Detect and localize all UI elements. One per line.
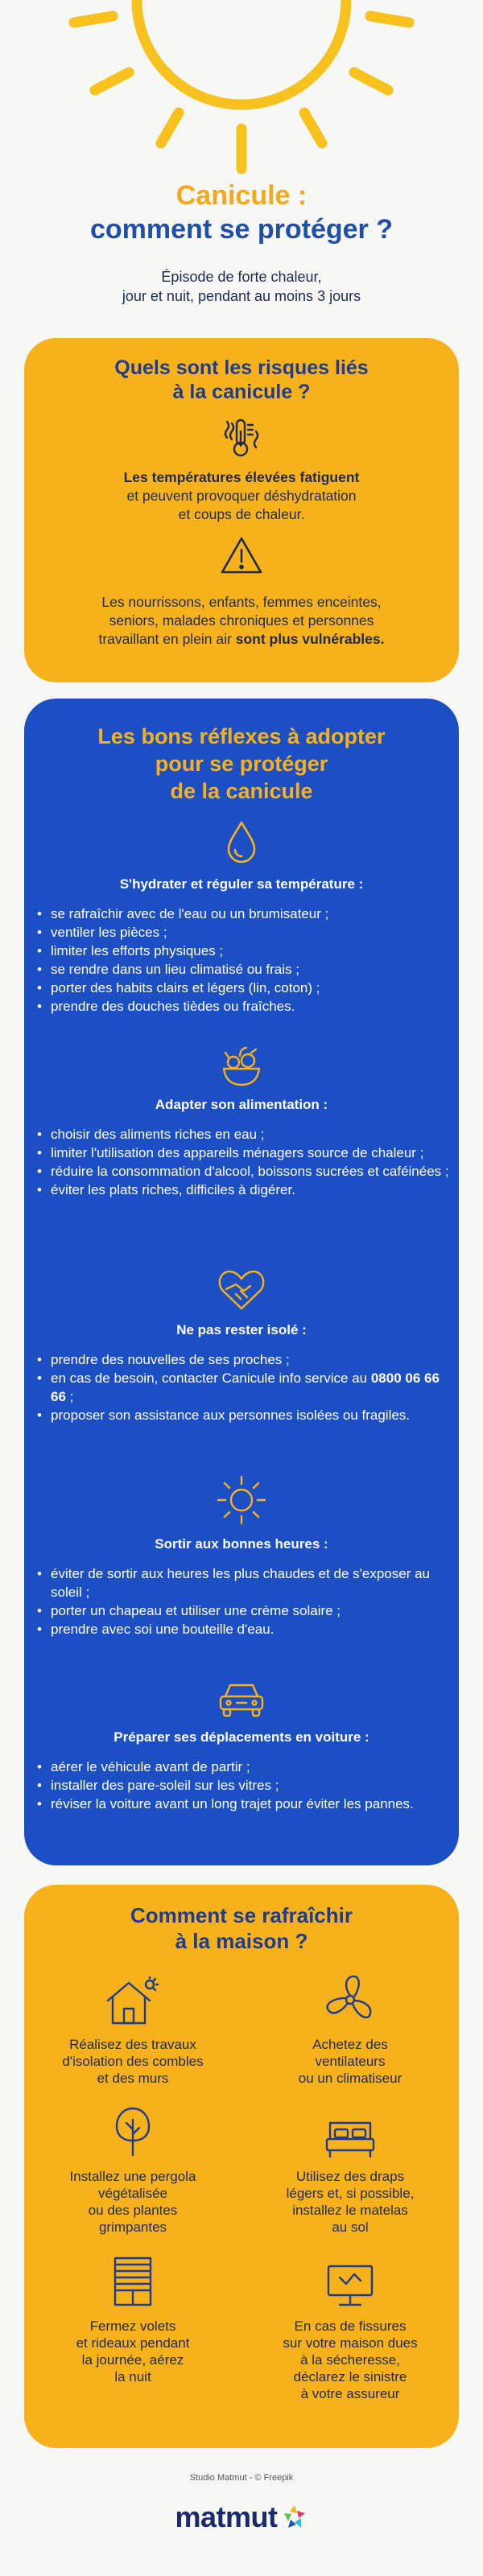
tip-cracks	[250, 2252, 451, 2402]
tip-shutters	[32, 2252, 233, 2385]
tip-line: d'isolation des combles	[62, 2054, 204, 2069]
section-isolation	[24, 1267, 459, 1424]
tip-text	[250, 2318, 451, 2402]
section-hours	[24, 1474, 459, 1638]
list-item-suffix: ;	[65, 1389, 74, 1404]
home-title-line1: Comment se rafraîchir	[130, 1903, 353, 1927]
section-food-title: Adapter son alimentation :	[155, 1097, 328, 1112]
tip-line: grimpantes	[98, 2219, 167, 2235]
car-icon	[24, 1679, 459, 1721]
tip-line: Utilisez des draps	[295, 2169, 405, 2184]
risk-heat-line3: et coups de chaleur.	[178, 506, 305, 522]
list-item: • éviter de sortir aux heures les plus chaudes et de s'exposer au soleil ;	[37, 1564, 451, 1601]
tip-line: la journée, aérez	[81, 2352, 184, 2368]
hours-list	[24, 1564, 459, 1638]
car-list	[24, 1758, 459, 1813]
helpline-phone[interactable]: 0800 06 66 66	[51, 1370, 440, 1404]
reflexes-title	[24, 699, 459, 805]
list-item: • se rendre dans un lieu climatisé ou frais ;	[37, 960, 451, 979]
fruit-basket-icon	[24, 1045, 459, 1088]
tip-sheets	[250, 2102, 451, 2236]
hydration-list	[24, 905, 459, 1016]
tip-line: Réalisez des travaux	[69, 2037, 196, 2052]
list-item: • prendre des douches tièdes ou fraîches.	[37, 997, 451, 1016]
matmut-logo[interactable]	[0, 2500, 483, 2534]
fan-icon	[250, 1970, 451, 2026]
list-item: • prendre avec soi une bouteille d'eau.	[37, 1620, 451, 1638]
list-item	[37, 1369, 451, 1406]
sun-illustration	[0, 0, 483, 177]
isolation-list	[24, 1350, 459, 1424]
risks-title	[24, 338, 459, 404]
list-item: • se rafraîchir avec de l'eau ou un brumisateur ;	[37, 905, 451, 923]
tip-line: En cas de fissures	[294, 2318, 407, 2334]
list-item: • installer des pare-soleil sur les vitres ;	[37, 1776, 451, 1795]
risk-heat-text	[24, 468, 459, 524]
tree-icon	[32, 2102, 233, 2158]
tip-line: déclarez le sinistre	[293, 2369, 407, 2384]
subtitle-line1: Épisode de forte chaleur,	[161, 269, 322, 285]
list-item: • proposer son assistance aux personnes isolées ou fragiles.	[37, 1406, 451, 1424]
logo-star-icon	[281, 2504, 308, 2531]
list-item: • limiter les efforts physiques ;	[37, 942, 451, 960]
tip-pergola	[32, 2102, 233, 2236]
tip-line: et des murs	[97, 2071, 169, 2086]
list-item-text: en cas de besoin, contacter Canicule info service au	[51, 1370, 371, 1386]
list-item: • porter des habits clairs et légers (lin, coton) ;	[37, 979, 451, 997]
page-title-line2: comment se protéger ?	[90, 214, 393, 245]
list-item: • éviter les plats riches, difficiles à digérer.	[37, 1181, 451, 1199]
tip-line: végétalisée	[97, 2186, 167, 2201]
home-tips-card	[24, 1885, 459, 2448]
tip-text	[250, 2168, 451, 2236]
tip-line: légers et, si possible,	[286, 2186, 415, 2201]
tip-line: ventilateurs	[315, 2054, 386, 2069]
reflexes-title-line3: de la canicule	[170, 779, 313, 803]
risk-heat-line2: et peuvent provoquer déshydratation	[126, 488, 357, 504]
list-item: • prendre des nouvelles de ses proches ;	[37, 1350, 451, 1369]
risk-vulnerable-text	[24, 593, 459, 649]
page-title	[0, 179, 483, 246]
section-hours-title: Sortir aux bonnes heures :	[155, 1536, 328, 1552]
tip-text	[250, 2036, 451, 2087]
water-drop-icon	[24, 819, 459, 864]
home-title-line2: à la maison ?	[175, 1929, 308, 1953]
section-car	[24, 1679, 459, 1813]
sun-icon	[24, 1474, 459, 1526]
food-list	[24, 1125, 459, 1199]
section-isolation-title: Ne pas rester isolé :	[176, 1322, 307, 1337]
tip-text	[32, 2168, 233, 2236]
tip-line: Achetez des	[312, 2037, 388, 2052]
risk-vulnerable-bold: sont plus vulnérables.	[235, 631, 385, 647]
tip-insulation	[32, 1970, 233, 2087]
tip-line: au sol	[332, 2219, 369, 2235]
house-sun-icon	[32, 1970, 233, 2026]
home-title	[24, 1885, 459, 1954]
reflexes-title-line1: Les bons réflexes à adopter	[97, 724, 386, 748]
risks-card	[24, 338, 459, 682]
tip-fan	[250, 1970, 451, 2087]
tip-line: la nuit	[114, 2369, 151, 2384]
section-hydration-title: S'hydrater et réguler sa température :	[119, 876, 364, 892]
computer-icon	[250, 2252, 451, 2308]
thermometer-icon	[24, 415, 459, 460]
tip-line: Installez une pergola	[69, 2169, 196, 2184]
tip-line: sur votre maison dues	[283, 2335, 418, 2351]
page-subtitle	[0, 267, 483, 306]
list-item: • aérer le véhicule avant de partir ;	[37, 1758, 451, 1776]
reflexes-card	[24, 699, 459, 1865]
list-item: • choisir des aliments riches en eau ;	[37, 1125, 451, 1144]
risk-vulnerable-line2: seniors, malades chroniques et personnes	[109, 612, 374, 629]
tip-text	[32, 2036, 233, 2087]
tip-text	[32, 2318, 233, 2385]
reflexes-title-line2: pour se protéger	[155, 752, 328, 776]
risks-title-line2: à la canicule ?	[172, 381, 311, 403]
shutters-icon	[32, 2252, 233, 2308]
tip-line: installez le matelas	[292, 2203, 408, 2218]
heart-hands-icon	[24, 1267, 459, 1312]
tip-line: Fermez volets	[89, 2318, 176, 2334]
tip-line: à votre assureur	[300, 2386, 400, 2401]
hero	[0, 179, 483, 306]
subtitle-line2: jour et nuit, pendant au moins 3 jours	[122, 288, 361, 304]
section-car-title: Préparer ses déplacements en voiture :	[114, 1729, 369, 1745]
list-item: • réviser la voiture avant un long trajet pour éviter les pannes.	[37, 1795, 451, 1813]
page-title-line1: Canicule :	[175, 180, 308, 211]
tip-line: ou un climatiseur	[298, 2071, 402, 2086]
risks-title-line1: Quels sont les risques liés	[114, 357, 369, 379]
section-hydration	[24, 819, 459, 1016]
logo-text: matmut	[175, 2500, 278, 2533]
list-item: • limiter l'utilisation des appareils ménagers source de chaleur ;	[37, 1144, 451, 1162]
risk-vulnerable-line3: travaillant en plein air	[98, 631, 236, 647]
tip-line: à la sécheresse,	[300, 2352, 400, 2368]
bed-icon	[250, 2102, 451, 2158]
tip-line: et rideaux pendant	[76, 2335, 190, 2351]
list-item: • porter un chapeau et utiliser une crème solaire ;	[37, 1601, 451, 1620]
section-food	[24, 1045, 459, 1199]
list-item: • réduire la consommation d'alcool, boissons sucrées et caféinées ;	[37, 1162, 451, 1181]
risk-heat-bold: Les températures élevées fatiguent	[123, 469, 360, 485]
warning-icon	[24, 535, 459, 577]
list-item: • ventiler les pièces ;	[37, 923, 451, 942]
credit-text: Studio Matmut - © Freepik	[189, 2473, 294, 2483]
tip-line: ou des plantes	[88, 2203, 178, 2218]
risk-vulnerable-line1: Les nourrissons, enfants, femmes enceintes,	[101, 594, 382, 610]
